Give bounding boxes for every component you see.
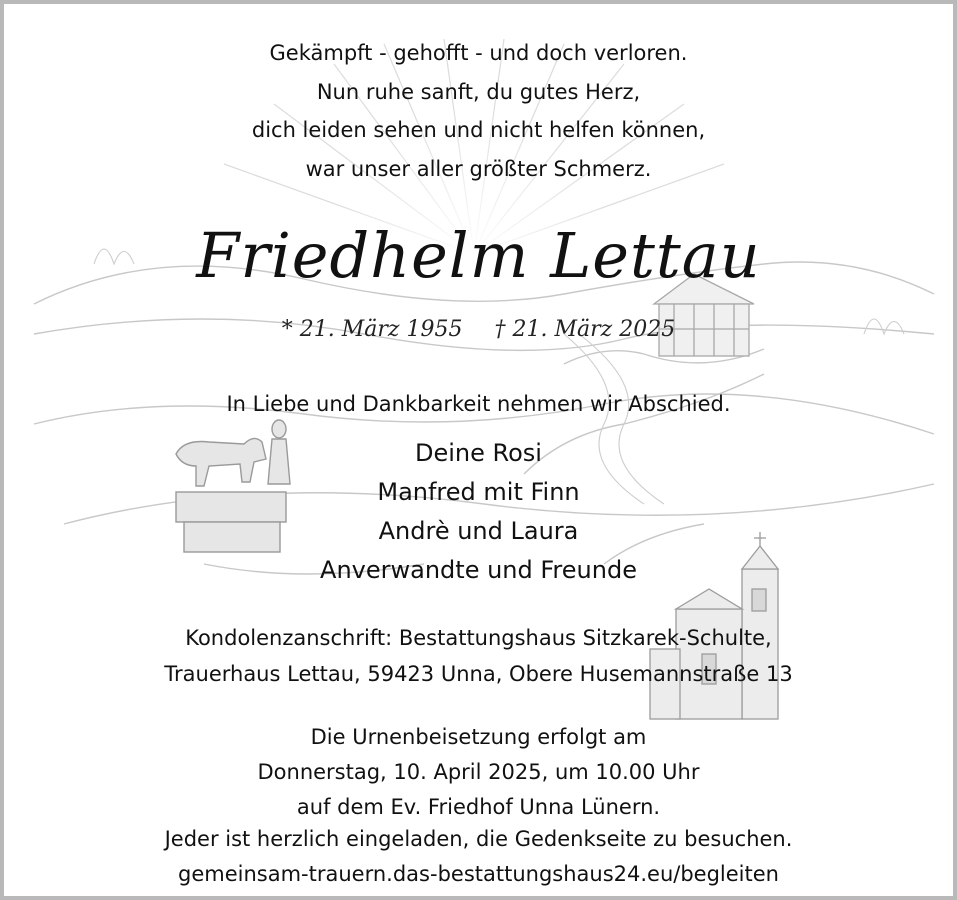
burial-line: Donnerstag, 10. April 2025, um 10.00 Uhr [257, 760, 700, 784]
poem-line: dich leiden sehen und nicht helfen können, [251, 118, 706, 142]
farewell-text: In Liebe und Dankbarkeit nehmen wir Abschied. [226, 392, 731, 416]
poem-line: war unser aller größter Schmerz. [305, 156, 652, 181]
life-dates [4, 310, 953, 350]
death-date: † 21. März 2025 [494, 317, 676, 342]
mourner-entry: Manfred mit Finn [377, 478, 580, 506]
burial-info [4, 720, 953, 825]
memorial-page-invitation [4, 822, 953, 892]
mourner-entry: Deine Rosi [415, 439, 542, 467]
deceased-name: Friedhelm Lettau [196, 219, 761, 292]
invitation-text: Jeder ist herzlich eingeladen, die Gedenkseite zu besuchen. [164, 827, 793, 851]
condolence-line: Kondolenzanschrift: Bestattungshaus Sitzkarek-Schulte, [185, 626, 772, 650]
memorial-page-url: gemeinsam-trauern.das-bestattungshaus24.eu/begleiten [178, 862, 779, 886]
condolence-line: Trauerhaus Lettau, 59423 Unna, Obere Husemannstraße 13 [164, 662, 793, 686]
birth-date: * 21. März 1955 [281, 317, 463, 342]
poem-line: Gekämpft - gehofft - und doch verloren. [269, 41, 688, 65]
burial-line: Die Urnenbeisetzung erfolgt am [310, 725, 647, 749]
mourners-list [4, 434, 953, 590]
mourner-entry: Anverwandte und Freunde [320, 556, 637, 584]
mourner-entry: Andrè und Laura [378, 517, 579, 545]
poem-line: Nun ruhe sanft, du gutes Herz, [316, 79, 641, 104]
memorial-poem [4, 34, 953, 188]
burial-line: auf dem Ev. Friedhof Unna Lünern. [296, 795, 661, 819]
condolence-address [4, 620, 953, 692]
